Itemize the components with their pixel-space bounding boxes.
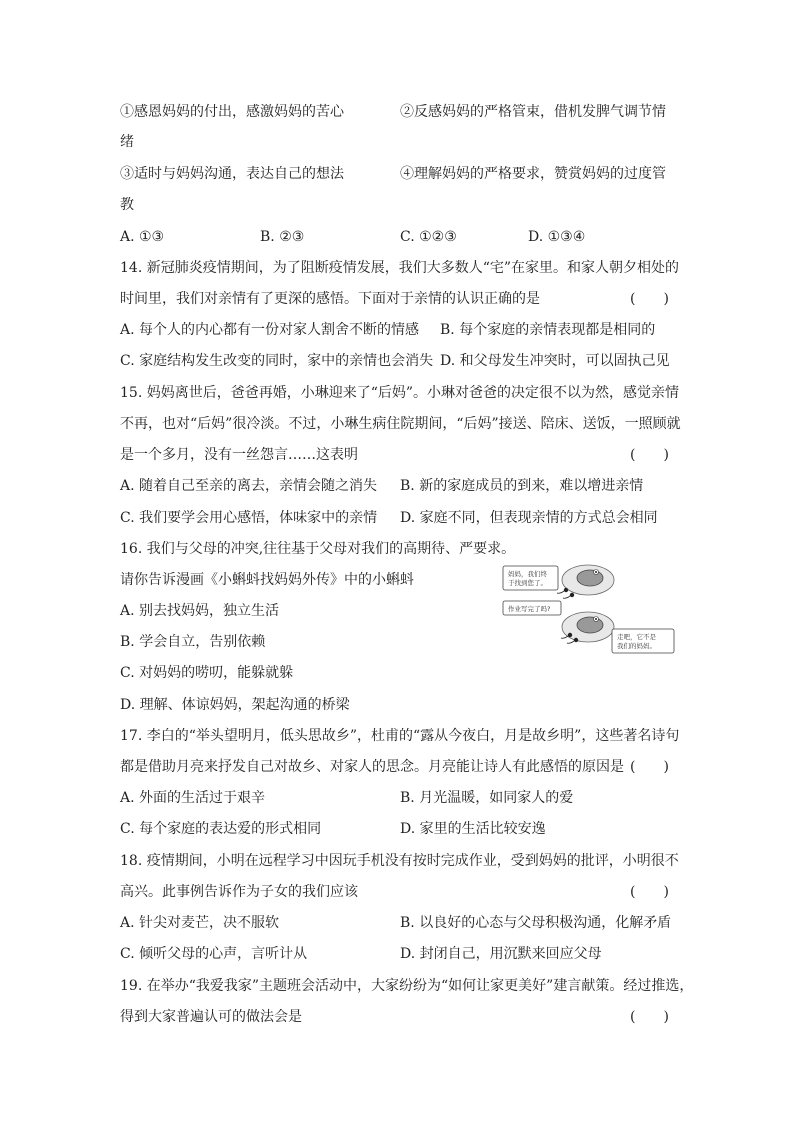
- bubble-1-line-1: 妈妈，我们终: [508, 570, 547, 578]
- q17-option-d: D. 家里的生活比较安逸: [400, 821, 546, 837]
- q19-stem-line-2: 得到大家普遍认可的做法会是: [120, 1009, 302, 1025]
- q17-option-a: A. 外面的生活过于艰辛: [120, 790, 266, 806]
- q17-answer-parens: ( ): [630, 759, 669, 775]
- q14-answer-parens: ( ): [630, 291, 669, 307]
- tadpole-3: [568, 633, 572, 637]
- bubble-3-line-1: 走吧，它不是: [617, 633, 656, 641]
- q17-option-c: C. 每个家庭的表达爱的形式相同: [120, 821, 322, 837]
- q15-answer-parens: ( ): [630, 447, 669, 463]
- q18-option-c: C. 倾听父母的心声，言听计从: [120, 946, 308, 962]
- q18-option-d: D. 封闭自己，用沉默来回应父母: [400, 946, 602, 962]
- q14-option-b: B. 每个家庭的亲情表现都是相同的: [440, 322, 656, 338]
- q15-stem-line-1: 15. 妈妈离世后，爸爸再婚，小琳迎来了“后妈”。小琳对爸爸的决定很不以为然，感觉亲情: [120, 385, 680, 401]
- q18-stem-line-2: 高兴。此事例告诉作为子女的我们应该: [120, 884, 358, 900]
- q16-option-c: C. 对妈妈的唠叨，能躲就躲: [120, 665, 294, 681]
- q13-choice-b: B. ②③: [260, 229, 305, 245]
- q19-stem-line-1: 19. 在举办“我爱我家”主题班会活动中，大家纷纷为“如何让家更美好”建言献策。经过推选，: [120, 978, 694, 994]
- bubble-1-line-2: 于找到您了。: [508, 579, 547, 587]
- q15-stem-line-3: 是一个多月，没有一丝怨言……这表明: [120, 447, 358, 463]
- q13-option-2: ②反感妈妈的严格管束，借机发脾气调节情: [400, 104, 666, 120]
- q13-option-1: ①感恩妈妈的付出，感激妈妈的苦心: [120, 104, 344, 120]
- q13-option-4-wrap: 教: [120, 197, 134, 213]
- q18-answer-parens: ( ): [630, 884, 669, 900]
- frog-bottom-body: [577, 617, 603, 633]
- frog-top-body: [577, 570, 603, 586]
- q15-option-d: D. 家庭不同，但表现亲情的方式总会相同: [400, 510, 658, 526]
- tadpole-2: [570, 593, 574, 597]
- q14-option-a: A. 每个人的内心都有一份对家人割舍不断的情感: [120, 322, 420, 338]
- q13-option-3: ③适时与妈妈沟通，表达自己的想法: [120, 166, 344, 182]
- bubble-3-line-2: 我们的妈妈。: [617, 642, 656, 650]
- tadpole-4: [574, 638, 578, 642]
- q13-option-4: ④理解妈妈的严格要求，赞赏妈妈的过度管: [400, 166, 666, 182]
- q16-option-b: B. 学会自立，告别依赖: [120, 634, 266, 650]
- q19-answer-parens: ( ): [630, 1009, 669, 1025]
- q17-stem-line-1: 17. 李白的“举头望明月，低头思故乡”，杜甫的“露从今夜白，月是故乡明”，这些著名诗句: [120, 728, 680, 744]
- q18-stem-line-1: 18. 疫情期间，小明在远程学习中因玩手机没有按时完成作业，受到妈妈的批评，小明很不: [120, 853, 679, 869]
- q16-stem-line-2: 请你告诉漫画《小蝌蚪找妈妈外传》中的小蝌蚪: [120, 572, 414, 588]
- q16-option-a: A. 别去找妈妈，独立生活: [120, 603, 280, 619]
- q18-option-a: A. 针尖对麦芒，决不服软: [120, 915, 280, 931]
- q17-option-b: B. 月光温暖，如同家人的爱: [400, 790, 574, 806]
- q15-option-c: C. 我们要学会用心感悟，体味家中的亲情: [120, 510, 378, 526]
- tadpole-1: [564, 588, 568, 592]
- q14-stem-line-2: 时间里，我们对亲情有了更深的感悟。下面对于亲情的认识正确的是: [120, 291, 540, 307]
- q15-option-a: A. 随着自己至亲的离去，亲情会随之消失: [120, 478, 378, 494]
- tadpole-comic-illustration: [500, 563, 678, 658]
- q14-option-c: C. 家庭结构发生改变的同时，家中的亲情也会消失: [120, 353, 434, 369]
- q14-stem-line-1: 14. 新冠肺炎疫情期间，为了阻断疫情发展，我们大多数人“宅”在家里。和家人朝夕相处的: [120, 260, 680, 276]
- q15-stem-line-2: 不再，也对“后妈”很冷淡。不过，小琳生病住院期间，“后妈”接送、陪床、送饭，一照顾就: [120, 416, 681, 432]
- q13-choice-d: D. ①③④: [528, 229, 586, 245]
- q13-choice-a: A. ①③: [120, 229, 165, 245]
- q13-option-2-wrap: 绪: [120, 134, 134, 150]
- q13-choice-c: C. ①②③: [400, 229, 457, 245]
- q17-stem-line-2: 都是借助月亮来抒发自己对故乡、对家人的思念。月亮能让诗人有此感悟的原因是: [120, 759, 624, 775]
- q16-stem-line-1: 16. 我们与父母的冲突,往往基于父母对我们的高期待、严要求。: [120, 541, 516, 557]
- q15-option-b: B. 新的家庭成员的到来，难以增进亲情: [400, 478, 644, 494]
- q18-option-b: B. 以良好的心态与父母积极沟通，化解矛盾: [400, 915, 672, 931]
- q14-option-d: D. 和父母发生冲突时，可以固执己见: [440, 353, 670, 369]
- q16-option-d: D. 理解、体谅妈妈，架起沟通的桥梁: [120, 697, 350, 713]
- bubble-2-text: 作业写完了吗?: [508, 605, 551, 613]
